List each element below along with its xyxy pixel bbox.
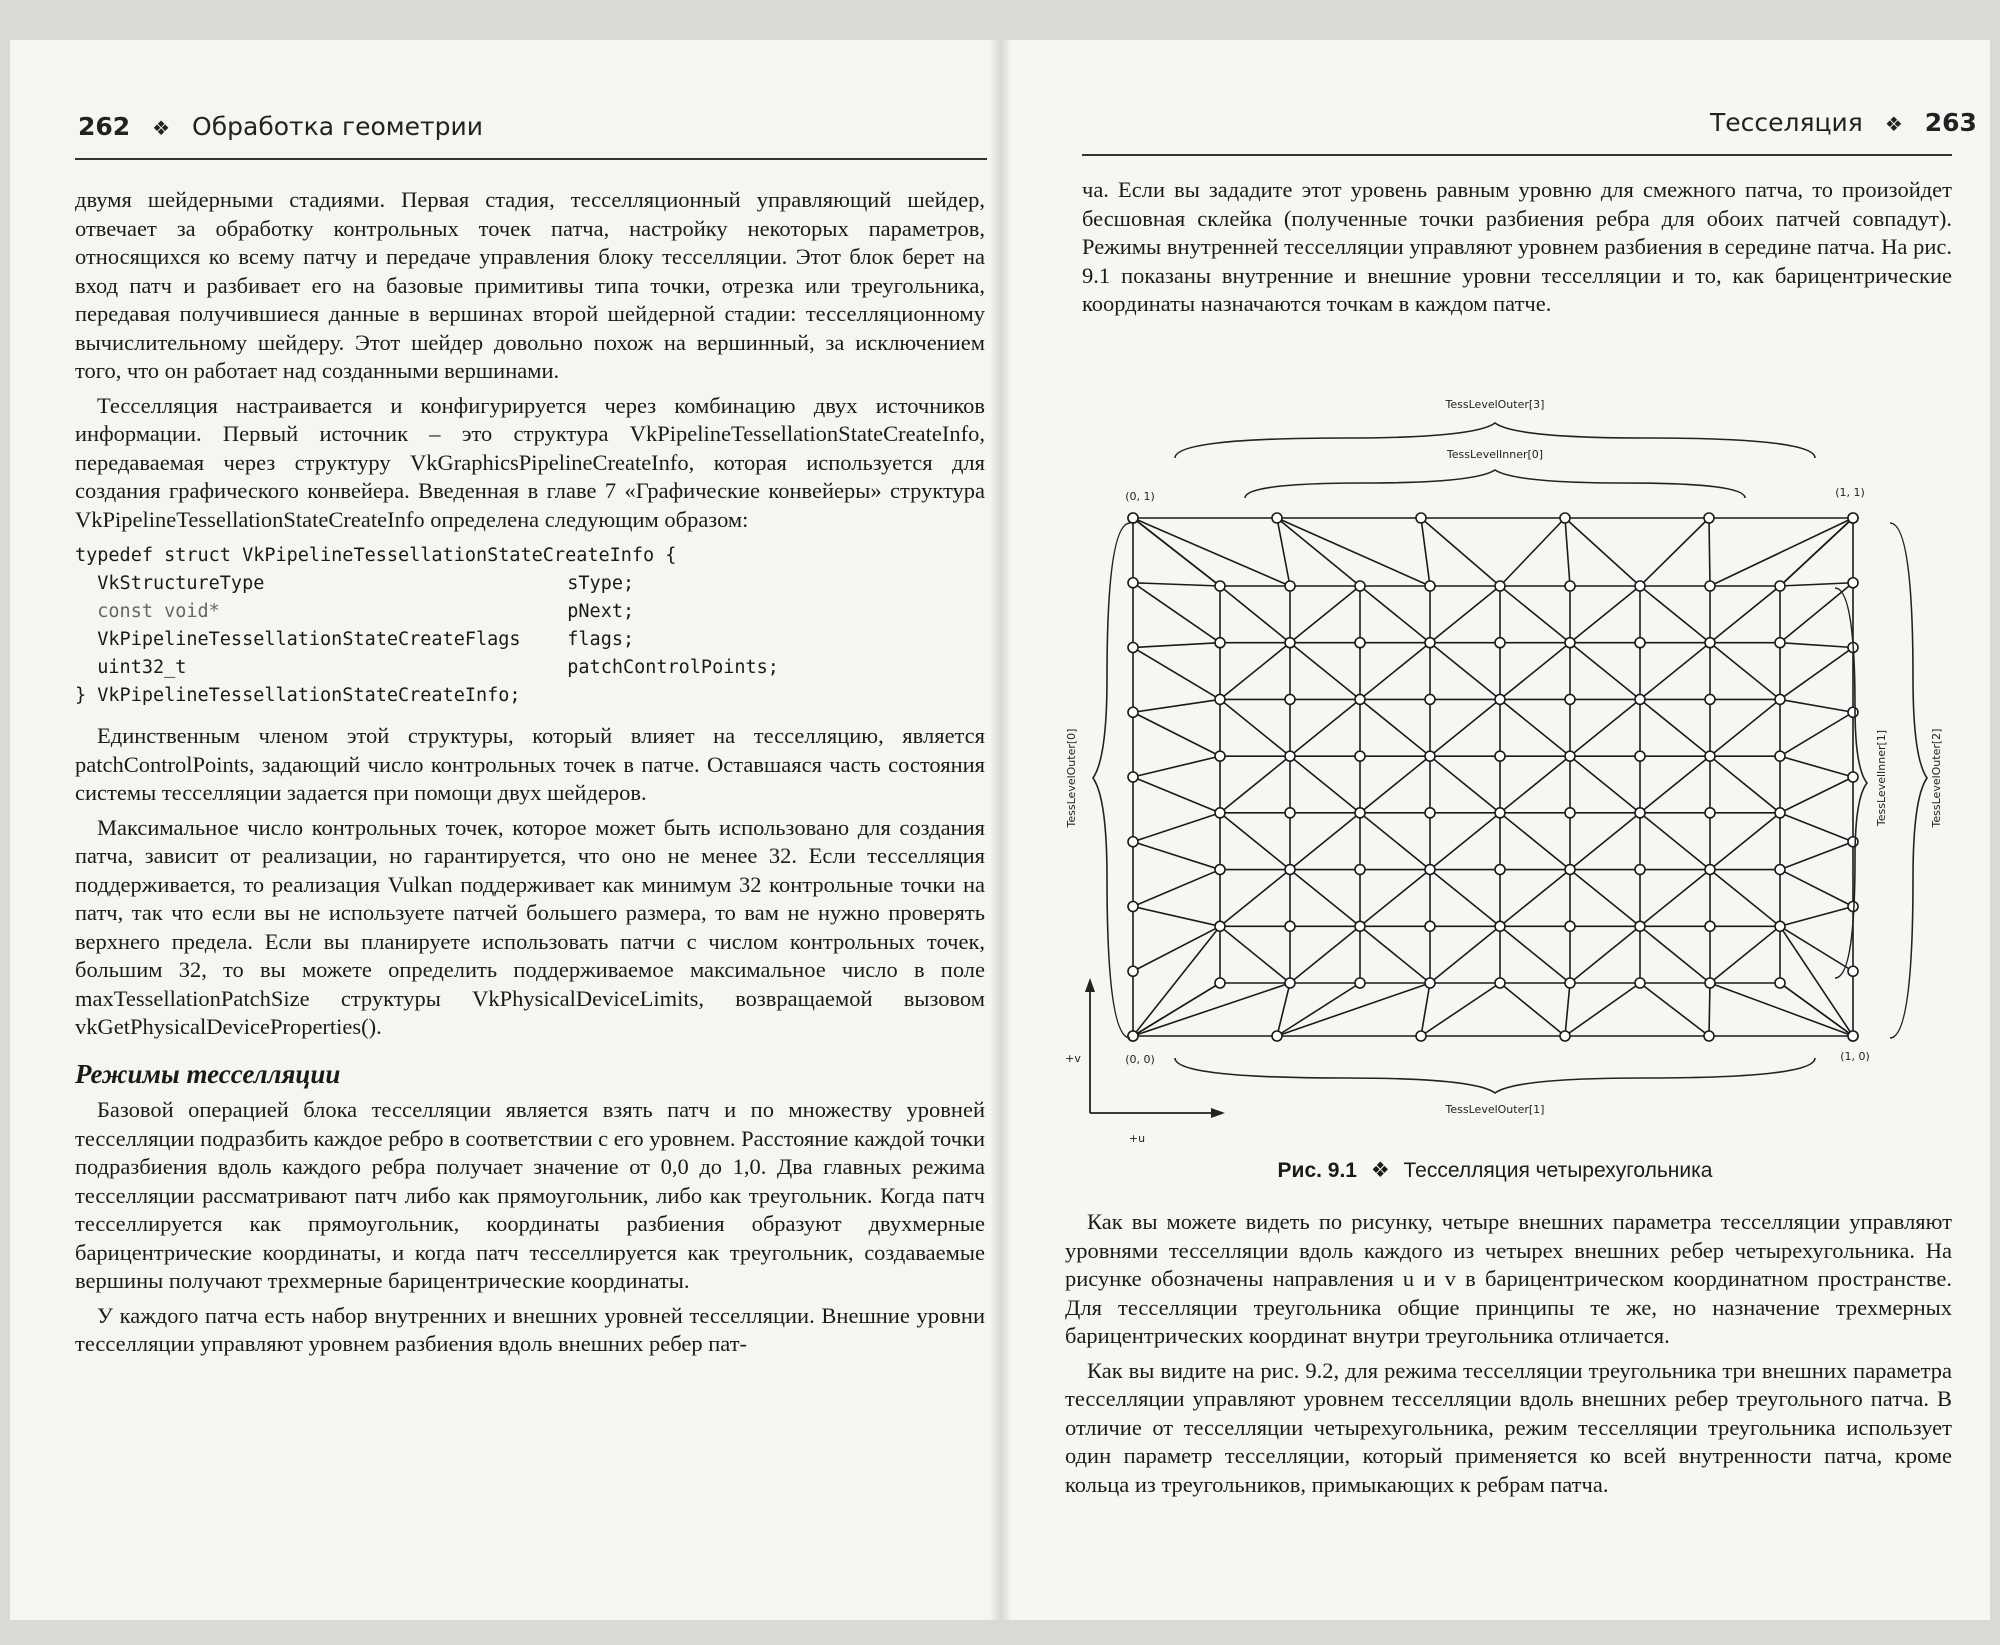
left-section-title: Обработка геометрии <box>192 112 483 141</box>
paragraph: Как вы можете видеть по рисунку, четыре внешних параметра тесселляции управляют уровнями тесселляции вдоль каждого из четырех внешних ребер четырехугольника. На рисунке обозначены направления u и v в барицентрическом координатном пространстве. Для тесселляции треугольника общие принципы те же, но назначение трехмерных барицентрических координат внутри треугольника отличается. <box>1065 1209 1952 1348</box>
mesh-edge <box>1290 756 1360 813</box>
mesh-edge <box>1640 813 1710 870</box>
mesh-edge <box>1710 870 1780 927</box>
mesh-vertex <box>1215 978 1225 988</box>
mesh-edge <box>1133 643 1220 648</box>
right-header-rule <box>1082 154 1952 156</box>
mesh-vertex <box>1565 808 1575 818</box>
right-section-title: Тесселяция <box>1710 108 1863 137</box>
mesh-vertex <box>1355 694 1365 704</box>
mesh-edge <box>1290 699 1360 756</box>
tessellation-mesh <box>1128 513 1858 1041</box>
mesh-edge <box>1430 586 1500 643</box>
book-gutter <box>990 40 1012 1620</box>
mesh-vertex <box>1425 638 1435 648</box>
code-type: uint32_t <box>97 657 187 678</box>
mesh-vertex <box>1635 694 1645 704</box>
mesh-edge <box>1430 756 1500 813</box>
mesh-edge <box>1710 699 1780 756</box>
mesh-edge <box>1277 518 1430 586</box>
mesh-vertex <box>1848 578 1858 588</box>
mesh-vertex <box>1495 751 1505 761</box>
mesh-edge <box>1421 983 1430 1036</box>
mesh-vertex <box>1635 921 1645 931</box>
mesh-vertex <box>1495 865 1505 875</box>
mesh-vertex <box>1635 581 1645 591</box>
code-type: VkStructureType <box>97 573 265 594</box>
mesh-edge <box>1277 983 1430 1036</box>
mesh-vertex <box>1848 1031 1858 1041</box>
mesh-vertex <box>1215 751 1225 761</box>
paragraph: двумя шейдерными стадиями. Первая стадия, тесселляционный управляющий шейдер, отвечает за обработку контрольных точек патча, настройку некоторых параметров, относящихся ко всему патчу и передаче управления блоку тесселляции. Этот блок берет на вход патч и разбивает его на базовые примитивы типа точки, отрезка или треугольника, передавая получившиеся данные в вершинах второй шейдерной стадии: тесселляционному вычислительному шейдеру. Этот шейдер довольно похож на вершинный, за исключением того, что он работает над созданными вершинами. <box>75 187 985 383</box>
mesh-edge <box>1360 756 1430 813</box>
code-field: patchControlPoints; <box>567 657 779 678</box>
mesh-edge <box>1500 813 1570 870</box>
mesh-vertex <box>1416 1031 1426 1041</box>
code-block <box>75 542 985 710</box>
code-field: sType; <box>567 573 635 594</box>
figure-caption <box>1065 1158 1925 1183</box>
mesh-vertex <box>1635 978 1645 988</box>
mesh-edge <box>1780 583 1853 586</box>
mesh-edge <box>1780 518 1853 586</box>
axis-u-label: +u <box>1128 1132 1146 1145</box>
mesh-edge <box>1430 870 1500 927</box>
mesh-vertex <box>1425 808 1435 818</box>
diamond-separator-icon: ❖ <box>152 116 171 140</box>
mesh-edge <box>1220 926 1290 983</box>
mesh-edge <box>1640 983 1709 1036</box>
mesh-edge <box>1421 983 1500 1036</box>
mesh-vertex <box>1565 581 1575 591</box>
mesh-vertex <box>1425 921 1435 931</box>
mesh-vertex <box>1635 638 1645 648</box>
mesh-vertex <box>1128 513 1138 523</box>
mesh-edge <box>1500 926 1570 983</box>
u-axis-arrow-icon <box>1211 1108 1225 1118</box>
mesh-edge <box>1640 518 1709 586</box>
brace-inner0 <box>1245 470 1745 498</box>
diamond-separator-icon: ❖ <box>1370 1159 1390 1182</box>
mesh-edge <box>1500 699 1570 756</box>
left-running-head <box>78 112 483 141</box>
mesh-edge <box>1133 583 1220 586</box>
mesh-edge <box>1709 518 1710 586</box>
left-page-number: 262 <box>78 112 131 141</box>
mesh-edge <box>1570 699 1640 756</box>
mesh-edge <box>1710 643 1780 700</box>
corner-tr: (1, 1) <box>1835 486 1865 499</box>
brace-outer0 <box>1093 523 1130 1038</box>
mesh-edge <box>1780 699 1853 712</box>
mesh-edge <box>1277 983 1360 1036</box>
mesh-vertex <box>1425 694 1435 704</box>
mesh-vertex <box>1705 921 1715 931</box>
mesh-edge <box>1290 813 1360 870</box>
mesh-edge <box>1780 777 1853 813</box>
mesh-vertex <box>1285 581 1295 591</box>
mesh-edge <box>1780 813 1853 842</box>
mesh-edge <box>1780 643 1853 648</box>
paragraph: Базовой операцией блока тесселляции является взять патч и по множеству уровней тесселляции подразбить каждое ребро в соответствии с его уровнем. Расстояние каждой точки подразбиения вдоль каждого ребра получает значение от 0,0 до 1,0. Два главных режима тесселляции рассматривают патч либо как прямоугольник, либо как треугольник. Когда патч тесселлируется как прямоугольник, координаты разбиения образуют двухмерные барицентрические координаты, и когда патч тесселлируется как треугольник, создаваемые вершины получают трехмерные барицентрические координаты. <box>75 1097 985 1293</box>
mesh-vertex <box>1560 513 1570 523</box>
corner-tl: (0, 1) <box>1125 490 1155 503</box>
caption-text: Тесселляция четырехугольника <box>1403 1159 1713 1182</box>
mesh-vertex <box>1128 707 1138 717</box>
mesh-vertex <box>1215 808 1225 818</box>
mesh-edge <box>1500 586 1570 643</box>
mesh-vertex <box>1272 1031 1282 1041</box>
mesh-edge <box>1430 813 1500 870</box>
mesh-vertex <box>1560 1031 1570 1041</box>
mesh-edge <box>1500 870 1570 927</box>
mesh-edge <box>1500 983 1565 1036</box>
mesh-vertex <box>1128 1031 1138 1041</box>
mesh-vertex <box>1635 751 1645 761</box>
mesh-vertex <box>1355 808 1365 818</box>
mesh-vertex <box>1285 978 1295 988</box>
mesh-edge <box>1780 870 1853 907</box>
corner-bl: (0, 0) <box>1125 1053 1155 1066</box>
mesh-edge <box>1421 518 1430 586</box>
paragraph: У каждого патча есть набор внутренних и внешних уровней тесселляции. Внешние уровни тесселляции управляют уровнем разбиения вдоль внешних ребер пат- <box>75 1302 985 1356</box>
mesh-vertex <box>1495 638 1505 648</box>
mesh-edge <box>1780 907 1853 927</box>
mesh-edge <box>1360 586 1430 643</box>
left-text-column <box>75 186 985 1365</box>
label-inner1: TessLevelInner[1] <box>1875 729 1888 827</box>
mesh-edge <box>1133 870 1220 907</box>
label-inner0: TessLevelInner[0] <box>1446 448 1544 461</box>
mesh-edge <box>1570 643 1640 700</box>
mesh-edge <box>1360 870 1430 927</box>
mesh-vertex <box>1272 513 1282 523</box>
mesh-vertex <box>1285 638 1295 648</box>
mesh-edge <box>1290 586 1360 643</box>
brace-outer2 <box>1890 523 1927 1038</box>
v-axis-arrow-icon <box>1085 978 1095 992</box>
mesh-vertex <box>1215 694 1225 704</box>
mesh-edge <box>1565 518 1570 586</box>
mesh-edge <box>1133 756 1220 777</box>
mesh-vertex <box>1848 513 1858 523</box>
mesh-edge <box>1570 926 1640 983</box>
mesh-edge <box>1277 518 1360 586</box>
mesh-vertex <box>1565 978 1575 988</box>
mesh-vertex <box>1128 837 1138 847</box>
mesh-edge <box>1710 518 1853 586</box>
right-running-head <box>1710 108 1977 137</box>
mesh-edge <box>1133 518 1290 586</box>
paragraph: Максимальное число контрольных точек, которое может быть использовано для создания патча, зависит от реализации, но гарантируется, что оно не менее 32. Если тесселляция поддерживается, то реализация Vulkan поддерживает как минимум 32 контрольные точки на патч, так что если вы не используете патчей большего размера, то вам не нужно проверять верхнего предела. Если вы планируете использовать патчи с числом контрольных точек, большим 32, то вы можете определить поддерживаемое максимальное число в поле maxTessellationPatchSize структуры VkPhysicalDeviceLimits, возвращаемой вызовом vkGetPhysicalDeviceProperties(). <box>75 814 985 1039</box>
mesh-vertex <box>1705 751 1715 761</box>
code-line: } VkPipelineTessellationStateCreateInfo; <box>75 685 521 706</box>
mesh-edge <box>1710 756 1780 813</box>
mesh-edge <box>1500 518 1565 586</box>
mesh-edge <box>1570 756 1640 813</box>
mesh-vertex <box>1565 865 1575 875</box>
right-text-column-top <box>1082 176 1952 325</box>
mesh-vertex <box>1128 578 1138 588</box>
mesh-vertex <box>1775 978 1785 988</box>
mesh-edge <box>1430 926 1500 983</box>
mesh-edge <box>1780 926 1853 971</box>
mesh-vertex <box>1848 837 1858 847</box>
mesh-edge <box>1565 518 1640 586</box>
mesh-edge <box>1640 699 1710 756</box>
mesh-edge <box>1430 699 1500 756</box>
mesh-vertex <box>1215 865 1225 875</box>
mesh-vertex <box>1705 638 1715 648</box>
mesh-edge <box>1220 870 1290 927</box>
mesh-edge <box>1710 983 1853 1036</box>
mesh-edge <box>1133 777 1220 813</box>
code-type: VkPipelineTessellationStateCreateFlags <box>97 629 521 650</box>
mesh-edge <box>1220 756 1290 813</box>
mesh-vertex <box>1775 694 1785 704</box>
mesh-edge <box>1430 643 1500 700</box>
mesh-vertex <box>1128 966 1138 976</box>
mesh-edge <box>1780 926 1853 1036</box>
mesh-edge <box>1640 643 1710 700</box>
mesh-vertex <box>1565 921 1575 931</box>
label-outer2: TessLevelOuter[2] <box>1930 728 1943 828</box>
mesh-edge <box>1565 983 1640 1036</box>
mesh-edge <box>1220 643 1290 700</box>
mesh-vertex <box>1705 978 1715 988</box>
mesh-vertex <box>1495 808 1505 818</box>
mesh-edge <box>1133 518 1220 586</box>
mesh-edge <box>1570 813 1640 870</box>
mesh-edge <box>1290 643 1360 700</box>
mesh-vertex <box>1705 808 1715 818</box>
mesh-vertex <box>1635 808 1645 818</box>
right-text-column-bottom <box>1065 1208 1952 1505</box>
mesh-edge <box>1220 586 1290 643</box>
mesh-edge <box>1640 926 1710 983</box>
mesh-vertex <box>1425 978 1435 988</box>
mesh-vertex <box>1565 694 1575 704</box>
mesh-vertex <box>1635 865 1645 875</box>
mesh-vertex <box>1128 772 1138 782</box>
mesh-edge <box>1780 756 1853 777</box>
mesh-vertex <box>1705 865 1715 875</box>
mesh-vertex <box>1775 751 1785 761</box>
mesh-edge <box>1290 926 1360 983</box>
brace-outer1 <box>1175 1058 1815 1093</box>
mesh-edge <box>1133 983 1290 1036</box>
mesh-edge <box>1500 643 1570 700</box>
mesh-vertex <box>1495 921 1505 931</box>
mesh-edge <box>1133 813 1220 842</box>
mesh-vertex <box>1425 751 1435 761</box>
mesh-edge <box>1710 813 1780 870</box>
mesh-edge <box>1133 842 1220 870</box>
mesh-edge <box>1640 870 1710 927</box>
mesh-vertex <box>1425 865 1435 875</box>
mesh-vertex <box>1215 638 1225 648</box>
mesh-edge <box>1570 870 1640 927</box>
mesh-vertex <box>1495 694 1505 704</box>
mesh-vertex <box>1848 902 1858 912</box>
paragraph: Как вы видите на рис. 9.2, для режима тесселляции треугольника три внешних параметра тесселляции управляют уровнем тесселляции вдоль внешних ребер треугольного патча. В отличие от тесселляции четырехугольника, режим тесселляции треугольника использует один параметр тесселляции, который применяется ко всей внутренности патча, кроме кольца из треугольников, примыкающих к ребрам патча. <box>1065 1357 1952 1497</box>
mesh-edge <box>1640 756 1710 813</box>
mesh-vertex <box>1848 707 1858 717</box>
mesh-edge <box>1780 648 1853 700</box>
mesh-edge <box>1133 907 1220 927</box>
mesh-vertex <box>1128 643 1138 653</box>
mesh-edge <box>1500 756 1570 813</box>
mesh-edge <box>1133 983 1220 1036</box>
mesh-vertex <box>1565 751 1575 761</box>
code-field: pNext; <box>567 601 635 622</box>
mesh-vertex <box>1355 638 1365 648</box>
mesh-vertex <box>1215 921 1225 931</box>
mesh-vertex <box>1705 694 1715 704</box>
mesh-edge <box>1133 926 1220 971</box>
corner-br: (1, 0) <box>1840 1050 1870 1063</box>
code-field: flags; <box>567 629 635 650</box>
mesh-edge <box>1710 926 1780 983</box>
mesh-vertex <box>1285 751 1295 761</box>
mesh-edge <box>1780 712 1853 756</box>
mesh-edge <box>1133 648 1220 700</box>
mesh-edge <box>1360 643 1430 700</box>
mesh-vertex <box>1355 865 1365 875</box>
axis-v-label: +v <box>1065 1052 1081 1065</box>
mesh-edge <box>1565 983 1570 1036</box>
mesh-vertex <box>1848 772 1858 782</box>
mesh-vertex <box>1285 808 1295 818</box>
mesh-vertex <box>1355 581 1365 591</box>
mesh-vertex <box>1215 581 1225 591</box>
mesh-vertex <box>1705 581 1715 591</box>
code-line: typedef struct VkPipelineTessellationStateCreateInfo { <box>75 545 677 566</box>
mesh-vertex <box>1355 921 1365 931</box>
diamond-separator-icon: ❖ <box>1884 112 1903 136</box>
mesh-edge <box>1133 699 1220 712</box>
label-outer3: TessLevelOuter[3] <box>1445 398 1545 411</box>
mesh-edge <box>1710 586 1780 643</box>
mesh-vertex <box>1495 581 1505 591</box>
paragraph: Единственным членом этой структуры, который влияет на тесселляцию, является patchControlPoints, задающий число контрольных точек в патче. Оставшаяся часть состояния системы тесселляции задается при помощи двух шейдеров. <box>75 723 985 805</box>
mesh-edge <box>1360 813 1430 870</box>
mesh-vertex <box>1775 865 1785 875</box>
caption-label: Рис. 9.1 <box>1277 1159 1357 1182</box>
mesh-vertex <box>1704 513 1714 523</box>
mesh-vertex <box>1775 808 1785 818</box>
mesh-edge <box>1220 699 1290 756</box>
mesh-vertex <box>1775 921 1785 931</box>
mesh-edge <box>1421 518 1500 586</box>
mesh-vertex <box>1285 865 1295 875</box>
label-outer1: TessLevelOuter[1] <box>1445 1103 1545 1116</box>
mesh-vertex <box>1704 1031 1714 1041</box>
mesh-edge <box>1220 813 1290 870</box>
tessellation-figure <box>1045 378 1945 1158</box>
mesh-vertex <box>1425 581 1435 591</box>
left-header-rule <box>75 158 987 160</box>
mesh-vertex <box>1775 581 1785 591</box>
mesh-edge <box>1133 712 1220 756</box>
right-page-number: 263 <box>1924 108 1977 137</box>
mesh-edge <box>1133 926 1220 1036</box>
label-outer0: TessLevelOuter[0] <box>1065 728 1078 828</box>
mesh-vertex <box>1416 513 1426 523</box>
mesh-edge <box>1360 699 1430 756</box>
paragraph: Тесселляция настраивается и конфигурируется через комбинацию двух источников информации. Первый источник – это структура VkPipelineTessellationStateCreateInfo, передаваемая через структуру VkGraphicsPipelineCreateInfo, которая используется для создания графического конвейера. Введенная в главе 7 «Графические конвейеры» структура VkPipelineTessellationStateCreateInfo определена следующим образом: <box>75 392 985 532</box>
section-heading: Режимы тесселляции <box>75 1058 341 1089</box>
mesh-vertex <box>1848 966 1858 976</box>
mesh-edge <box>1640 586 1710 643</box>
mesh-vertex <box>1285 921 1295 931</box>
mesh-edge <box>1360 926 1430 983</box>
mesh-edge <box>1290 870 1360 927</box>
mesh-edge <box>1133 583 1220 643</box>
mesh-vertex <box>1285 694 1295 704</box>
mesh-vertex <box>1565 638 1575 648</box>
mesh-edge <box>1709 983 1710 1036</box>
mesh-vertex <box>1128 902 1138 912</box>
mesh-edge <box>1780 842 1853 870</box>
mesh-vertex <box>1775 638 1785 648</box>
mesh-vertex <box>1355 978 1365 988</box>
mesh-edge <box>1277 518 1290 586</box>
mesh-vertex <box>1495 978 1505 988</box>
mesh-edge <box>1570 586 1640 643</box>
code-type: const void* <box>97 601 220 622</box>
paragraph: ча. Если вы зададите этот уровень равным уровню для смежного патча, то произойдет бесшовная склейка (полученные точки разбиения ребра для обоих патчей совпадут). Режимы внутренней тесселляции управляют уровнем разбиения в середине патча. На рис. 9.1 показаны внутренние и внешние уровни тесселляции и то, как барицентрические координаты назначаются точкам в каждом патче. <box>1082 177 1952 316</box>
mesh-edge <box>1780 983 1853 1036</box>
mesh-vertex <box>1355 751 1365 761</box>
